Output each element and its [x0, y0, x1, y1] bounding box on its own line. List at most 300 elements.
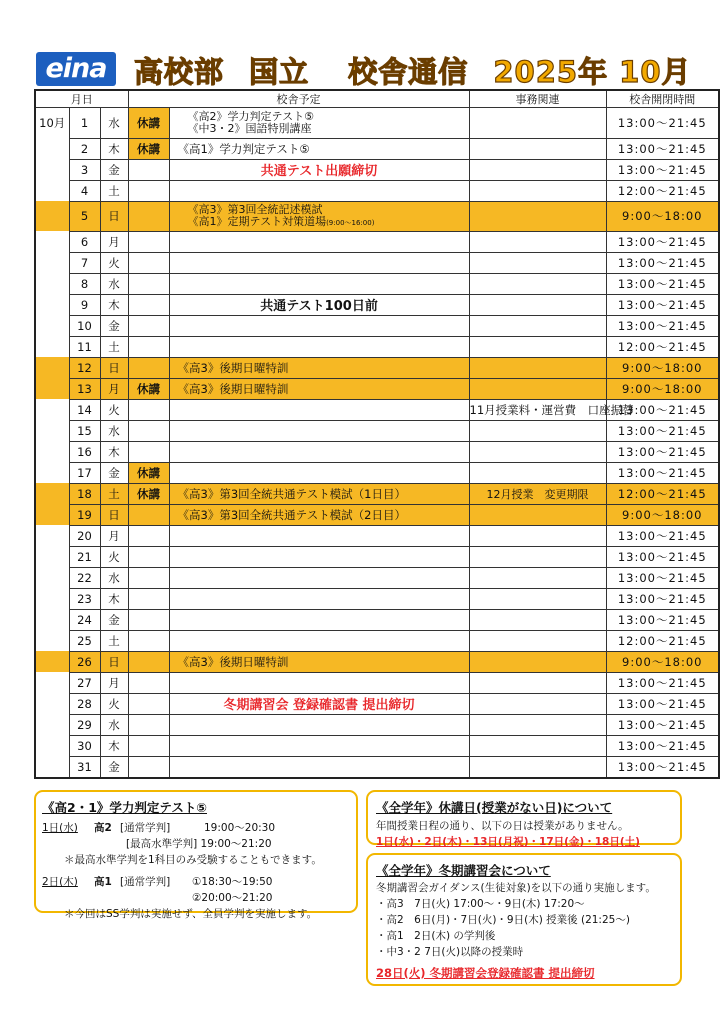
schedule-text: 《高3》第3回全統記述模試 — [187, 202, 323, 216]
table-row — [35, 159, 719, 180]
rest-cell — [128, 756, 169, 778]
hours-cell: 13:00～21:45 — [606, 609, 719, 630]
day-cell: 28 — [69, 693, 100, 714]
day-cell: 20 — [69, 525, 100, 546]
month-cell — [35, 399, 69, 420]
hours-cell: 13:00～21:45 — [606, 735, 719, 756]
month-cell — [35, 420, 69, 441]
office-cell — [469, 441, 606, 462]
schedule-lines — [170, 141, 469, 157]
table-row — [35, 180, 719, 201]
month-cell — [35, 609, 69, 630]
weekday-cell: 木 — [100, 588, 128, 609]
winter-item: ・高3 7日(火) 17:00～・9日(木) 17:20～ — [376, 898, 585, 910]
office-cell — [469, 357, 606, 378]
weekday-cell: 日 — [100, 651, 128, 672]
office-cell — [469, 735, 606, 756]
rest-cell: 休講 — [128, 108, 169, 139]
weekday-cell: 火 — [100, 546, 128, 567]
hours-cell: 13:00～21:45 — [606, 399, 719, 420]
hours-cell: 13:00～21:45 — [606, 567, 719, 588]
title-part: 高校部 — [134, 55, 225, 89]
weekday-cell: 水 — [100, 567, 128, 588]
rest-cell — [128, 357, 169, 378]
schedule-lines — [170, 111, 469, 135]
deadline-notice: 共通テスト出願締切 — [260, 164, 378, 179]
schedule-cell — [169, 525, 469, 546]
office-cell — [469, 108, 606, 139]
schedule-cell — [169, 735, 469, 756]
schedule-cell — [169, 504, 469, 525]
title-part: 校舎通信 — [348, 55, 469, 89]
weekday-cell: 木 — [100, 294, 128, 315]
winter-item: ・高2 6日(月)・7日(火)・9日(木) 授業後 (21:25～) — [376, 914, 630, 926]
col-date: 月日 — [35, 90, 128, 108]
schedule-line — [178, 486, 469, 502]
rest-cell — [128, 273, 169, 294]
rest-cell — [128, 231, 169, 252]
hours-cell: 13:00～21:45 — [606, 693, 719, 714]
winter-item: ・高1 2日(木) の学判後 — [376, 930, 496, 942]
schedule-cell — [169, 609, 469, 630]
weekday-cell: 火 — [100, 693, 128, 714]
schedule-line — [178, 507, 469, 523]
test-heading: 《高2・1》学力判定テスト⑤ — [42, 800, 207, 815]
rest-cell — [128, 588, 169, 609]
title-part: 国立 — [249, 55, 310, 89]
col-office: 事務関連 — [469, 90, 606, 108]
schedule-lines — [170, 486, 469, 502]
day-cell: 3 — [69, 159, 100, 180]
table-header — [35, 90, 719, 108]
col-hours: 校舎開閉時間 — [606, 90, 719, 108]
schedule-cell — [169, 462, 469, 483]
day-cell: 19 — [69, 504, 100, 525]
hours-cell: 13:00～21:45 — [606, 525, 719, 546]
day-cell: 16 — [69, 441, 100, 462]
rest-cell — [128, 159, 169, 180]
rest-cell — [128, 714, 169, 735]
weekday-cell: 土 — [100, 483, 128, 504]
hours-cell: 13:00～21:45 — [606, 546, 719, 567]
day-cell: 14 — [69, 399, 100, 420]
schedule-cell — [169, 315, 469, 336]
day-cell: 5 — [69, 201, 100, 231]
office-cell — [469, 180, 606, 201]
month-cell — [35, 336, 69, 357]
table-row — [35, 693, 719, 714]
table-row — [35, 252, 719, 273]
office-cell — [469, 231, 606, 252]
schedule-line — [178, 360, 469, 376]
schedule-text: 《高3》第3回全統共通テスト模試（2日目） — [177, 507, 407, 522]
day-cell: 24 — [69, 609, 100, 630]
winter-deadline: 28日(火) 冬期講習会登録確認書 提出締切 — [376, 966, 595, 980]
hours-cell: 12:00～21:45 — [606, 336, 719, 357]
schedule-cell — [169, 294, 469, 315]
weekday-cell: 水 — [100, 273, 128, 294]
office-cell — [469, 294, 606, 315]
day-cell: 17 — [69, 462, 100, 483]
rest-cell — [128, 294, 169, 315]
table-row — [35, 462, 719, 483]
schedule-line — [178, 381, 469, 397]
schedule-line — [188, 123, 469, 135]
schedule-cell — [169, 651, 469, 672]
schedule-lines — [170, 360, 469, 376]
rest-cell — [128, 630, 169, 651]
table-row — [35, 735, 719, 756]
schedule-cell — [169, 483, 469, 504]
test-line-3: 2日(木) 高1 [通常学判] ①18:30～19:50 — [42, 876, 273, 888]
day-cell: 26 — [69, 651, 100, 672]
schedule-lines — [170, 204, 469, 229]
page-title — [134, 50, 706, 91]
schedule-cell — [169, 357, 469, 378]
office-cell: 12月授業 変更期限 — [469, 483, 606, 504]
deadline-notice: 冬期講習会 登録確認書 提出締切 — [223, 698, 415, 713]
schedule-cell — [169, 630, 469, 651]
winter-text: 冬期講習会ガイダンス(生徒対象)を以下の通り実施します。 — [376, 882, 656, 894]
month-cell — [35, 201, 69, 231]
hours-cell: 9:00～18:00 — [606, 201, 719, 231]
office-cell — [469, 252, 606, 273]
weekday-cell: 金 — [100, 159, 128, 180]
office-cell: 11月授業料・運営費 口座振替 — [469, 399, 606, 420]
hours-cell: 9:00～18:00 — [606, 504, 719, 525]
holiday-box — [366, 790, 682, 848]
day-cell: 1 — [69, 108, 100, 139]
month-cell — [35, 315, 69, 336]
table-row — [35, 336, 719, 357]
table-row — [35, 138, 719, 159]
office-cell — [469, 273, 606, 294]
table-row — [35, 609, 719, 630]
month-cell — [35, 483, 69, 504]
table-row — [35, 714, 719, 735]
schedule-cell — [169, 588, 469, 609]
rest-cell — [128, 651, 169, 672]
day-cell: 7 — [69, 252, 100, 273]
rest-cell — [128, 672, 169, 693]
day-cell: 9 — [69, 294, 100, 315]
table-row — [35, 108, 719, 139]
weekday-cell: 水 — [100, 108, 128, 139]
office-cell — [469, 336, 606, 357]
weekday-cell: 金 — [100, 462, 128, 483]
schedule-text: 《高3》後期日曜特訓 — [177, 360, 289, 375]
table-row — [35, 420, 719, 441]
hours-cell: 13:00～21:45 — [606, 462, 719, 483]
day-cell: 15 — [69, 420, 100, 441]
schedule-lines — [170, 381, 469, 397]
hours-cell: 13:00～21:45 — [606, 315, 719, 336]
schedule-line — [178, 654, 469, 670]
schedule-line — [188, 216, 469, 229]
day-cell: 13 — [69, 378, 100, 399]
holiday-dates: 1日(水)・2日(木)・13日(月祝)・17日(金)・18日(土) — [376, 836, 640, 848]
schedule-cell — [169, 693, 469, 714]
weekday-cell: 月 — [100, 672, 128, 693]
rest-cell — [128, 546, 169, 567]
day-cell: 4 — [69, 180, 100, 201]
weekday-cell: 金 — [100, 756, 128, 778]
schedule-text: 《高2》学力判定テスト⑤ — [187, 109, 314, 123]
schedule-cell — [169, 672, 469, 693]
title-part: 2025年 10月 — [493, 55, 692, 89]
office-cell — [469, 546, 606, 567]
table-row — [35, 588, 719, 609]
schedule-text: 《高1》定期テスト対策道場 — [187, 214, 327, 228]
schedule-cell — [169, 201, 469, 231]
schedule-cell — [169, 231, 469, 252]
month-cell — [35, 138, 69, 159]
table-row — [35, 504, 719, 525]
table-row — [35, 546, 719, 567]
day-cell: 10 — [69, 315, 100, 336]
hours-cell: 13:00～21:45 — [606, 441, 719, 462]
schedule-text: 《高3》後期日曜特訓 — [177, 654, 289, 669]
hours-cell: 13:00～21:45 — [606, 756, 719, 778]
month-cell — [35, 180, 69, 201]
weekday-cell: 土 — [100, 336, 128, 357]
office-cell — [469, 315, 606, 336]
rest-cell: 休講 — [128, 138, 169, 159]
weekday-cell: 水 — [100, 420, 128, 441]
month-cell — [35, 441, 69, 462]
hours-cell: 13:00～21:45 — [606, 420, 719, 441]
holiday-text: 年間授業日程の通り、以下の日は授業がありません。 — [376, 820, 629, 832]
month-cell — [35, 273, 69, 294]
rest-cell — [128, 525, 169, 546]
table-row — [35, 378, 719, 399]
test-line-2: [最高水準学判] 19:00～21:20 — [126, 838, 272, 850]
weekday-cell: 日 — [100, 504, 128, 525]
schedule-cell — [169, 756, 469, 778]
weekday-cell: 土 — [100, 180, 128, 201]
day-cell: 12 — [69, 357, 100, 378]
rest-cell — [128, 735, 169, 756]
weekday-cell: 月 — [100, 525, 128, 546]
month-cell — [35, 159, 69, 180]
table-row — [35, 294, 719, 315]
weekday-cell: 火 — [100, 252, 128, 273]
test-line-1: 1日(水) 高2 [通常学判] 19:00～20:30 — [42, 822, 276, 834]
hours-cell: 13:00～21:45 — [606, 108, 719, 139]
day-cell: 11 — [69, 336, 100, 357]
month-cell — [35, 651, 69, 672]
schedule-cell — [169, 180, 469, 201]
hours-cell: 9:00～18:00 — [606, 651, 719, 672]
month-cell — [35, 567, 69, 588]
month-cell — [35, 525, 69, 546]
table-row — [35, 567, 719, 588]
rest-cell — [128, 399, 169, 420]
month-cell — [35, 672, 69, 693]
test-info-box — [34, 790, 358, 920]
winter-box — [366, 853, 682, 986]
day-cell: 8 — [69, 273, 100, 294]
test-note-1: ＊最高水準学判を1科目のみ受験することもできます。 — [64, 854, 322, 866]
table-row — [35, 201, 719, 231]
schedule-cell — [169, 567, 469, 588]
schedule-time-note: (9:00～16:00) — [326, 218, 375, 227]
rest-cell — [128, 609, 169, 630]
schedule-lines — [170, 654, 469, 670]
rest-cell: 休講 — [128, 483, 169, 504]
day-cell: 30 — [69, 735, 100, 756]
winter-heading: 《全学年》冬期講習会について — [376, 863, 551, 878]
rest-cell — [128, 441, 169, 462]
month-cell — [35, 231, 69, 252]
schedule-cell — [169, 441, 469, 462]
hours-cell: 13:00～21:45 — [606, 159, 719, 180]
weekday-cell: 日 — [100, 357, 128, 378]
eina-logo: eina — [36, 52, 116, 86]
month-cell — [35, 546, 69, 567]
month-cell — [35, 252, 69, 273]
office-cell — [469, 630, 606, 651]
day-cell: 21 — [69, 546, 100, 567]
month-cell — [35, 294, 69, 315]
schedule-cell — [169, 714, 469, 735]
schedule-text: 《高3》第3回全統共通テスト模試（1日目） — [177, 486, 407, 501]
calendar-table — [34, 89, 720, 779]
month-cell: 10月 — [35, 108, 69, 139]
day-cell: 29 — [69, 714, 100, 735]
office-cell — [469, 378, 606, 399]
weekday-cell: 月 — [100, 231, 128, 252]
table-row — [35, 483, 719, 504]
table-row — [35, 651, 719, 672]
office-cell — [469, 420, 606, 441]
test-line-4: ②20:00～21:20 — [192, 892, 273, 904]
hours-cell: 9:00～18:00 — [606, 357, 719, 378]
office-cell — [469, 609, 606, 630]
month-cell — [35, 714, 69, 735]
hours-cell: 13:00～21:45 — [606, 714, 719, 735]
table-row — [35, 357, 719, 378]
schedule-cell — [169, 399, 469, 420]
schedule-cell — [169, 252, 469, 273]
table-row — [35, 630, 719, 651]
weekday-cell: 土 — [100, 630, 128, 651]
weekday-cell: 金 — [100, 609, 128, 630]
hours-cell: 13:00～21:45 — [606, 672, 719, 693]
rest-cell: 休講 — [128, 378, 169, 399]
office-cell — [469, 651, 606, 672]
day-cell: 6 — [69, 231, 100, 252]
month-cell — [35, 756, 69, 778]
office-cell — [469, 567, 606, 588]
schedule-text: 《高3》後期日曜特訓 — [177, 381, 289, 396]
weekday-cell: 木 — [100, 138, 128, 159]
hours-cell: 12:00～21:45 — [606, 630, 719, 651]
rest-cell — [128, 567, 169, 588]
table-row — [35, 315, 719, 336]
table-row — [35, 672, 719, 693]
schedule-cell — [169, 108, 469, 139]
day-cell: 23 — [69, 588, 100, 609]
hours-cell: 9:00～18:00 — [606, 378, 719, 399]
office-cell — [469, 756, 606, 778]
month-cell — [35, 378, 69, 399]
office-cell — [469, 504, 606, 525]
weekday-cell: 木 — [100, 735, 128, 756]
schedule-cell — [169, 273, 469, 294]
rest-cell — [128, 336, 169, 357]
day-cell: 18 — [69, 483, 100, 504]
winter-item: ・中3・2 7日(火)以降の授業時 — [376, 946, 524, 958]
table-row — [35, 399, 719, 420]
hours-cell: 12:00～21:45 — [606, 483, 719, 504]
day-cell: 27 — [69, 672, 100, 693]
day-cell: 31 — [69, 756, 100, 778]
month-cell — [35, 735, 69, 756]
office-cell — [469, 714, 606, 735]
table-row — [35, 231, 719, 252]
month-cell — [35, 462, 69, 483]
hours-cell: 13:00～21:45 — [606, 138, 719, 159]
table-row — [35, 441, 719, 462]
test-note-2: ＊今回はSS学判は実施せず、全員学判を実施します。 — [64, 908, 318, 920]
rest-cell — [128, 693, 169, 714]
rest-cell — [128, 315, 169, 336]
month-cell — [35, 588, 69, 609]
weekday-cell: 日 — [100, 201, 128, 231]
hours-cell: 13:00～21:45 — [606, 231, 719, 252]
hours-cell: 13:00～21:45 — [606, 252, 719, 273]
month-cell — [35, 504, 69, 525]
rest-cell — [128, 420, 169, 441]
schedule-text: 《高1》学力判定テスト⑤ — [177, 141, 310, 156]
office-cell — [469, 693, 606, 714]
holiday-heading: 《全学年》休講日(授業がない日)について — [376, 800, 613, 815]
schedule-line — [178, 141, 469, 157]
rest-cell — [128, 201, 169, 231]
rest-cell: 休講 — [128, 462, 169, 483]
schedule-cell — [169, 378, 469, 399]
col-schedule: 校舎予定 — [128, 90, 469, 108]
office-cell — [469, 138, 606, 159]
weekday-cell: 金 — [100, 315, 128, 336]
weekday-cell: 火 — [100, 399, 128, 420]
rest-cell — [128, 180, 169, 201]
schedule-cell — [169, 138, 469, 159]
office-cell — [469, 462, 606, 483]
schedule-cell — [169, 336, 469, 357]
office-cell — [469, 201, 606, 231]
office-cell — [469, 159, 606, 180]
hours-cell: 13:00～21:45 — [606, 294, 719, 315]
weekday-cell: 木 — [100, 441, 128, 462]
month-cell — [35, 693, 69, 714]
hours-cell: 13:00～21:45 — [606, 588, 719, 609]
event-notice: 共通テスト100日前 — [260, 299, 378, 314]
schedule-text: 《中3・2》国語特別講座 — [187, 121, 312, 135]
month-cell — [35, 630, 69, 651]
rest-cell — [128, 252, 169, 273]
table-row — [35, 525, 719, 546]
office-cell — [469, 588, 606, 609]
table-row — [35, 273, 719, 294]
office-cell — [469, 525, 606, 546]
day-cell: 25 — [69, 630, 100, 651]
day-cell: 2 — [69, 138, 100, 159]
weekday-cell: 月 — [100, 378, 128, 399]
schedule-lines — [170, 507, 469, 523]
schedule-cell — [169, 159, 469, 180]
